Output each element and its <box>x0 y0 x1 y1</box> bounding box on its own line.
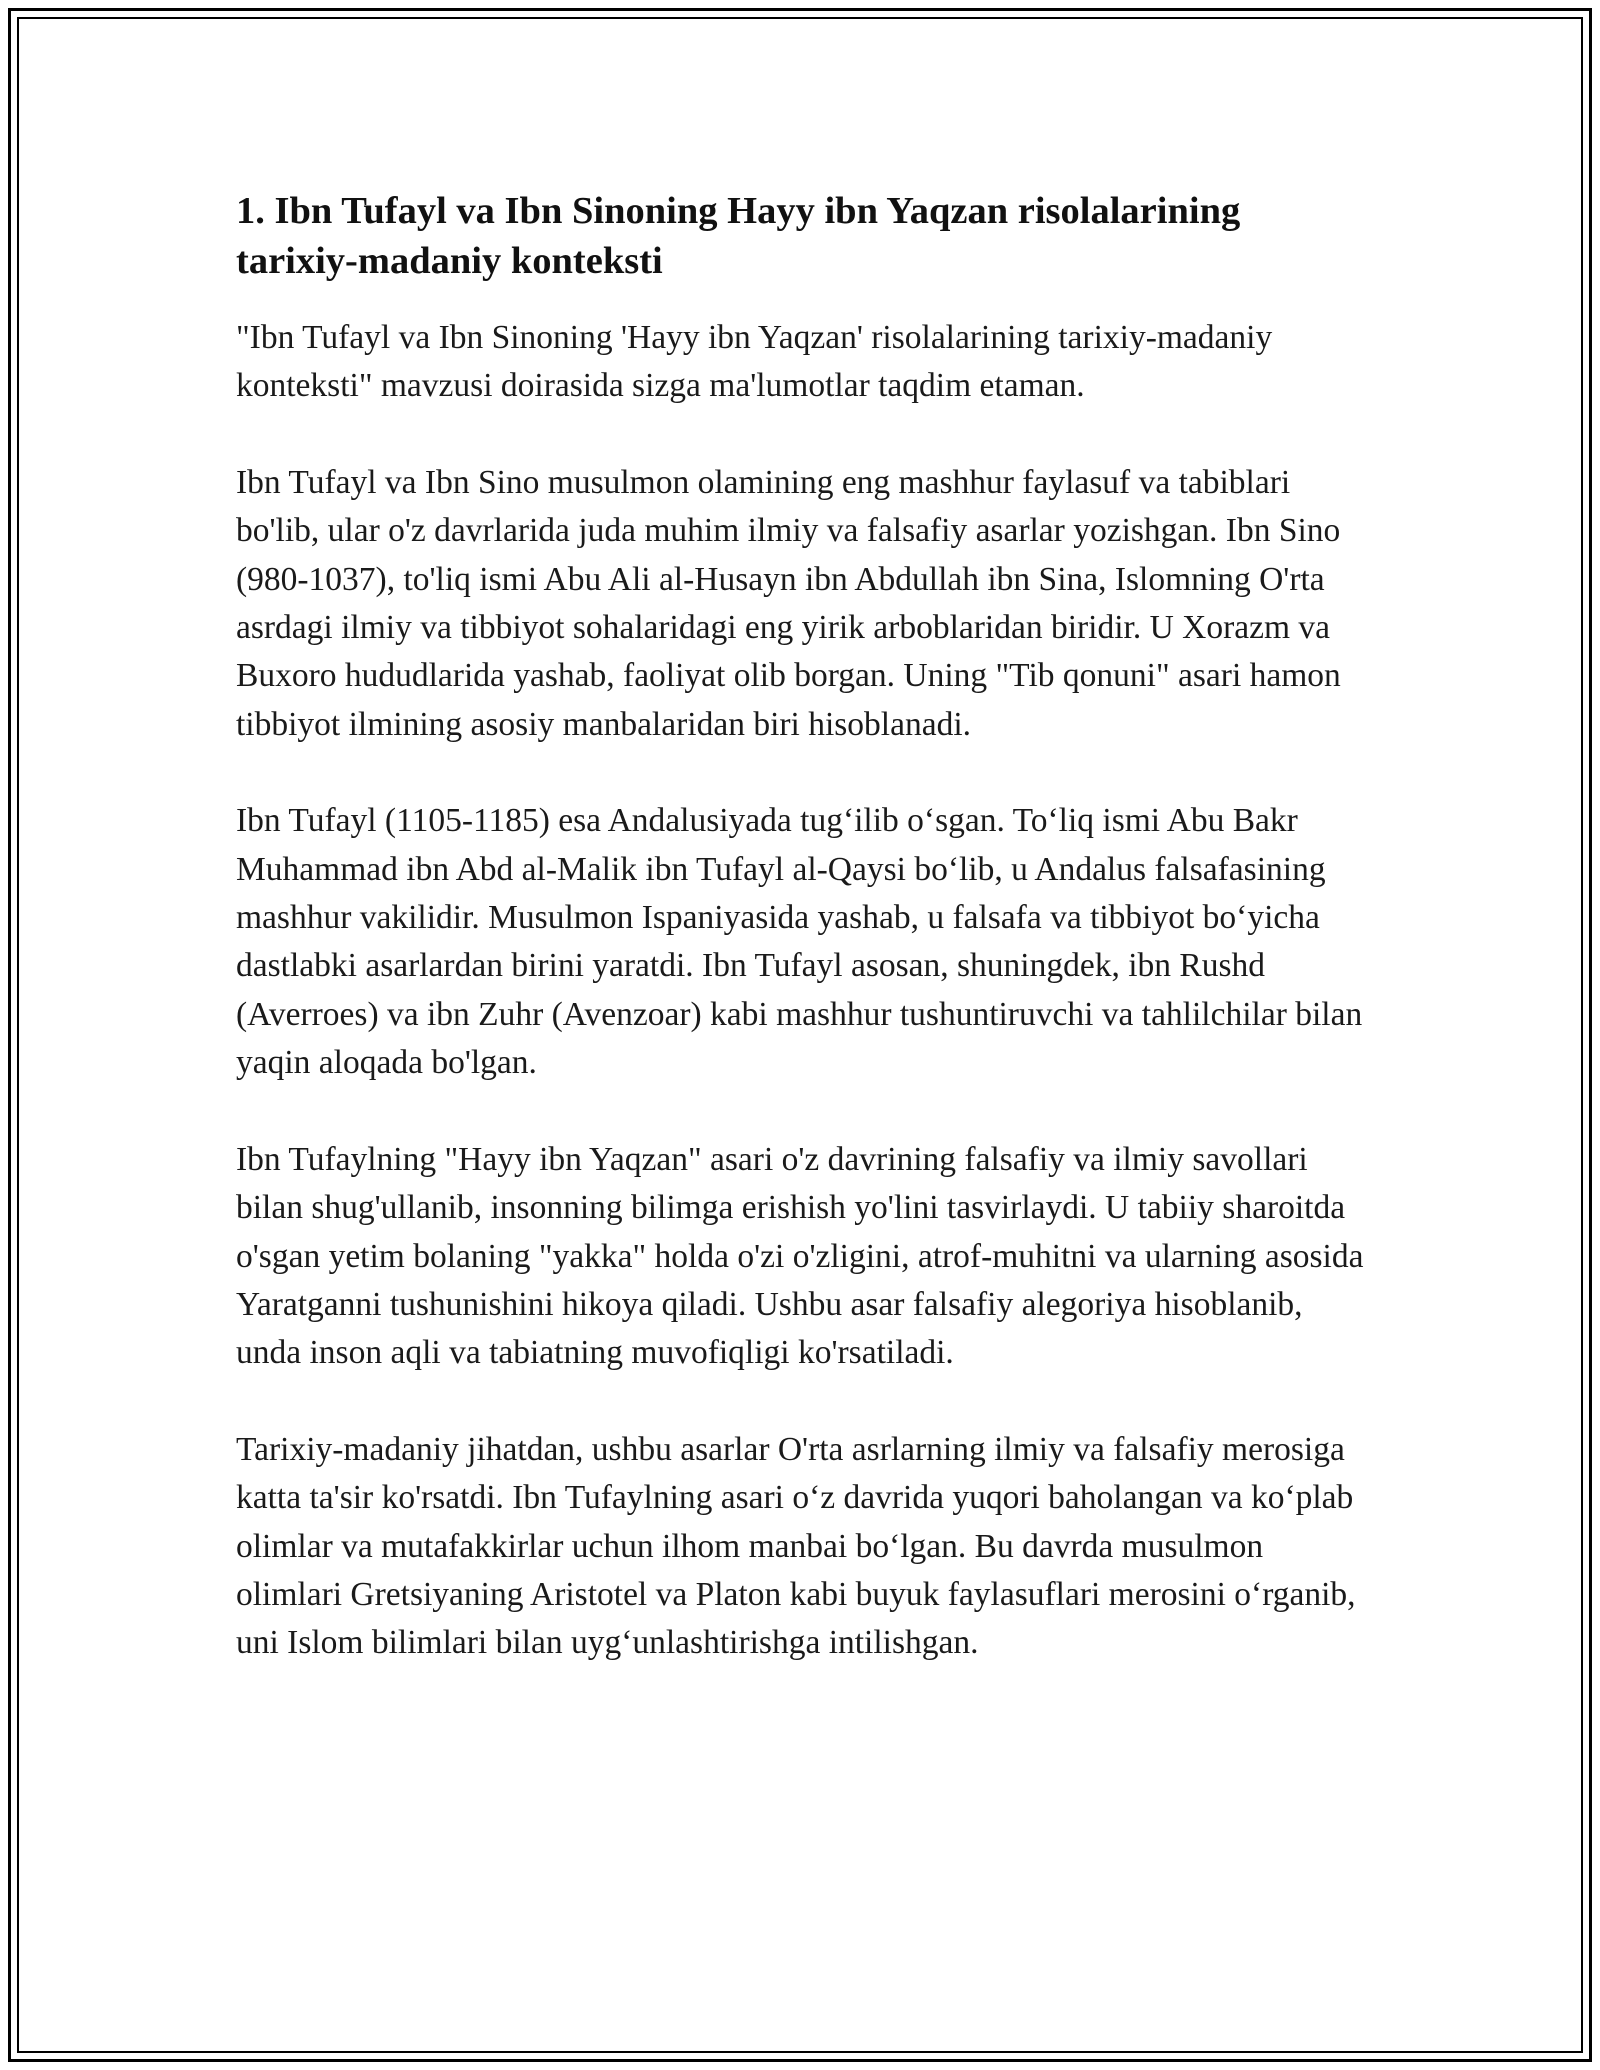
document-body <box>236 186 1366 1716</box>
ibn-tufayl-paragraph: Ibn Tufayl (1105-1185) esa Andalusiyada tug‘ilib o‘sgan. To‘liq ismi Abu Bakr Muhammad ibn Abd al-Malik ibn Tufayl al-Qaysi bo‘lib, u Andalus falsafasining mashhur vakilidir. Musulmon Ispaniyasida yashab, u falsafa va tibbiyot bo‘yicha dastlabki asarlardan birini yaratdi. Ibn Tufayl asosan, shuningdek, ibn Rushd (Averroes) va ibn Zuhr (Avenzoar) kabi mashhur tushuntiruvchi va tahlilchilar bilan yaqin aloqada bo'lgan. <box>236 802 1363 1082</box>
hayy-ibn-yaqzan-paragraph: Ibn Tufaylning "Hayy ibn Yaqzan" asari o'z davrining falsafiy va ilmiy savollari bilan shug'ullanib, insonning bilimga erishish yo'lini tasvirlaydi. U tabiiy sharoitda o'sgan yetim bolaning "yakka" holda o'zi o'zligini, atrof-muhitni va ularning asosida Yaratganni tushunishini hikoya qiladi. Ushbu asar falsafiy alegoriya hisoblanib, unda inson aqli va tabiatning muvofiqligi ko'rsatiladi. <box>236 1140 1364 1372</box>
intro-paragraph: "Ibn Tufayl va Ibn Sinoning 'Hayy ibn Yaqzan' risolalarining tarixiy-madaniy konteksti" mavzusi doirasida sizga ma'lumotlar taqdim etaman. <box>236 319 1273 405</box>
section-heading: 1. Ibn Tufayl va Ibn Sinoning Hayy ibn Yaqzan risolalarining tarixiy-madaniy konteksti <box>236 190 1241 282</box>
ibn-sino-paragraph: Ibn Tufayl va Ibn Sino musulmon olamining eng mashhur faylasuf va tabiblari bo'lib, ular o'z davrlarida juda muhim ilmiy va falsafiy asarlar yozishgan. Ibn Sino (980-1037), to'liq ismi Abu Ali al-Husayn ibn Abdullah ibn Sina, Islomning O'rta asrdagi ilmiy va tibbiyot sohalaridagi eng yirik arboblaridan biridir. U Xorazm va Buxoro hududlarida yashab, faoliyat olib borgan. Uning "Tib qonuni" asari hamon tibbiyot ilmining asosiy manbalaridan biri hisoblanadi. <box>236 463 1341 743</box>
historical-context-paragraph: Tarixiy-madaniy jihatdan, ushbu asarlar O'rta asrlarning ilmiy va falsafiy merosiga katta ta'sir ko'rsatdi. Ibn Tufaylning asari o‘z davrida yuqori baholangan va ko‘plab olimlar va mutafakkirlar uchun ilhom manbai bo‘lgan. Bu davrda musulmon olimlari Gretsiyaning Aristotel va Platon kabi buyuk faylasuflari merosini o‘rganib, uni Islom bilimlari bilan uyg‘unlashtirishga intilishgan. <box>236 1430 1356 1662</box>
